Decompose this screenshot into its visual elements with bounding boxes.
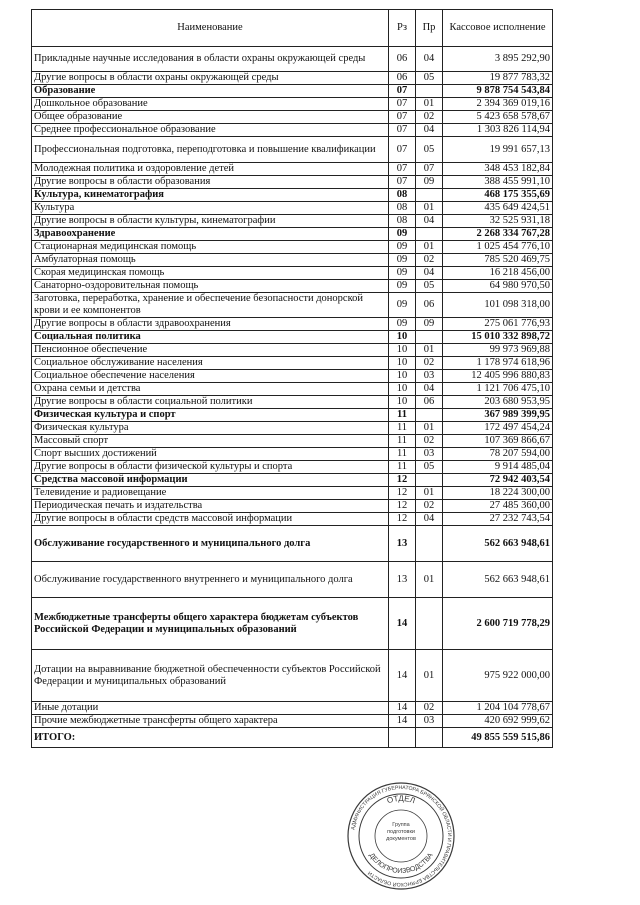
row-rz: 06	[389, 72, 416, 85]
stamp-center-text: Группа подготовки документов	[386, 822, 416, 842]
total-row	[32, 728, 553, 748]
row-pr: 03	[416, 370, 443, 383]
row-sum: 78 207 594,00	[443, 448, 553, 461]
row-name: Иные дотации	[32, 702, 389, 715]
table-row	[32, 176, 553, 189]
row-name: Скорая медицинская помощь	[32, 267, 389, 280]
row-pr: 01	[416, 562, 443, 598]
row-pr: 01	[416, 202, 443, 215]
row-pr	[416, 189, 443, 202]
row-sum: 2 394 369 019,16	[443, 98, 553, 111]
row-sum: 72 942 403,54	[443, 474, 553, 487]
row-rz: 10	[389, 357, 416, 370]
row-rz: 14	[389, 715, 416, 728]
table-row	[32, 702, 553, 715]
row-rz: 09	[389, 241, 416, 254]
row-pr: 01	[416, 344, 443, 357]
table-row	[32, 267, 553, 280]
row-sum: 1 204 104 778,67	[443, 702, 553, 715]
table-row	[32, 189, 553, 202]
row-pr: 09	[416, 318, 443, 331]
table-row	[32, 331, 553, 344]
row-sum: 18 224 300,00	[443, 487, 553, 500]
row-pr: 06	[416, 396, 443, 409]
header-pr: Пр	[416, 10, 443, 47]
row-sum: 99 973 969,88	[443, 344, 553, 357]
row-sum: 12 405 996 880,83	[443, 370, 553, 383]
row-name: Дотации на выравнивание бюджетной обеспеченности субъектов Российской Федерации и муниципальных образований	[32, 650, 389, 702]
row-pr: 04	[416, 47, 443, 72]
row-sum: 1 178 974 618,96	[443, 357, 553, 370]
table-row	[32, 461, 553, 474]
row-name: Заготовка, переработка, хранение и обеспечение безопасности донорской крови и ее компонентов	[32, 293, 389, 318]
row-rz: 12	[389, 474, 416, 487]
total-sum: 49 855 559 515,86	[443, 728, 553, 748]
row-name: Молодежная политика и оздоровление детей	[32, 163, 389, 176]
row-sum: 107 369 866,67	[443, 435, 553, 448]
row-rz: 09	[389, 318, 416, 331]
row-rz: 12	[389, 487, 416, 500]
row-pr	[416, 474, 443, 487]
table-body	[32, 47, 553, 728]
row-pr	[416, 85, 443, 98]
row-name: Среднее профессиональное образование	[32, 124, 389, 137]
row-rz: 10	[389, 383, 416, 396]
table-row	[32, 513, 553, 526]
table-row	[32, 526, 553, 562]
row-name: Стационарная медицинская помощь	[32, 241, 389, 254]
row-pr: 05	[416, 72, 443, 85]
row-sum: 172 497 454,24	[443, 422, 553, 435]
table-row	[32, 344, 553, 357]
table-row	[32, 72, 553, 85]
row-name: Обслуживание государственного и муниципального долга	[32, 526, 389, 562]
table-row	[32, 98, 553, 111]
row-pr: 05	[416, 280, 443, 293]
row-rz: 07	[389, 111, 416, 124]
row-sum: 435 649 424,51	[443, 202, 553, 215]
row-sum: 562 663 948,61	[443, 526, 553, 562]
row-sum: 19 991 657,13	[443, 137, 553, 163]
row-sum: 1 025 454 776,10	[443, 241, 553, 254]
row-rz: 08	[389, 215, 416, 228]
row-pr: 05	[416, 461, 443, 474]
row-rz: 07	[389, 137, 416, 163]
table-row	[32, 598, 553, 650]
total-label: ИТОГО:	[32, 728, 389, 748]
row-name: Массовый спорт	[32, 435, 389, 448]
row-name: Телевидение и радиовещание	[32, 487, 389, 500]
department-stamp	[346, 781, 456, 891]
row-rz: 11	[389, 422, 416, 435]
header-rz: Рз	[389, 10, 416, 47]
row-pr: 04	[416, 383, 443, 396]
row-name: Прикладные научные исследования в области охраны окружающей среды	[32, 47, 389, 72]
row-sum: 1 121 706 475,10	[443, 383, 553, 396]
row-sum: 27 232 743,54	[443, 513, 553, 526]
table-header-row	[32, 10, 553, 47]
row-rz: 11	[389, 448, 416, 461]
row-rz: 12	[389, 513, 416, 526]
row-rz: 10	[389, 344, 416, 357]
row-name: Обслуживание государственного внутреннего и муниципального долга	[32, 562, 389, 598]
table-row	[32, 85, 553, 98]
row-name: Культура	[32, 202, 389, 215]
row-name: Другие вопросы в области культуры, кинематографии	[32, 215, 389, 228]
row-sum: 9 878 754 543,84	[443, 85, 553, 98]
row-name: Пенсионное обеспечение	[32, 344, 389, 357]
row-rz: 13	[389, 526, 416, 562]
row-pr: 04	[416, 124, 443, 137]
row-sum: 2 268 334 767,28	[443, 228, 553, 241]
row-sum: 15 010 332 898,72	[443, 331, 553, 344]
row-pr: 01	[416, 422, 443, 435]
row-sum: 562 663 948,61	[443, 562, 553, 598]
row-sum: 32 525 931,18	[443, 215, 553, 228]
row-pr: 03	[416, 448, 443, 461]
row-rz: 14	[389, 598, 416, 650]
row-rz: 07	[389, 176, 416, 189]
row-pr: 02	[416, 254, 443, 267]
row-pr: 02	[416, 357, 443, 370]
table-row	[32, 448, 553, 461]
table-row	[32, 422, 553, 435]
row-rz: 09	[389, 293, 416, 318]
row-rz: 14	[389, 702, 416, 715]
table-row	[32, 370, 553, 383]
row-pr: 09	[416, 176, 443, 189]
table-row	[32, 435, 553, 448]
table-row	[32, 396, 553, 409]
row-name: Другие вопросы в области средств массовой информации	[32, 513, 389, 526]
row-sum: 203 680 953,95	[443, 396, 553, 409]
row-rz: 08	[389, 189, 416, 202]
header-name: Наименование	[32, 10, 389, 47]
row-rz: 09	[389, 228, 416, 241]
row-sum: 348 453 182,84	[443, 163, 553, 176]
table-row	[32, 163, 553, 176]
row-pr: 04	[416, 267, 443, 280]
row-rz: 10	[389, 396, 416, 409]
table-row	[32, 241, 553, 254]
row-pr: 06	[416, 293, 443, 318]
row-name: Физическая культура и спорт	[32, 409, 389, 422]
row-sum: 64 980 970,50	[443, 280, 553, 293]
row-rz: 07	[389, 85, 416, 98]
row-sum: 468 175 355,69	[443, 189, 553, 202]
row-name: Охрана семьи и детства	[32, 383, 389, 396]
table-row	[32, 474, 553, 487]
row-name: Здравоохранение	[32, 228, 389, 241]
row-rz: 11	[389, 461, 416, 474]
row-pr	[416, 228, 443, 241]
stamp-top-text: ОТДЕЛ	[385, 793, 417, 806]
row-pr: 03	[416, 715, 443, 728]
table-row	[32, 562, 553, 598]
table-row	[32, 500, 553, 513]
svg-text:ДЕЛОПРОИЗВОДСТВА	[367, 852, 434, 875]
row-rz: 11	[389, 409, 416, 422]
row-rz: 09	[389, 280, 416, 293]
row-name: Другие вопросы в области социальной политики	[32, 396, 389, 409]
row-sum: 16 218 456,00	[443, 267, 553, 280]
row-name: Социальное обеспечение населения	[32, 370, 389, 383]
row-rz: 10	[389, 331, 416, 344]
row-pr: 02	[416, 435, 443, 448]
row-rz: 10	[389, 370, 416, 383]
row-pr	[416, 409, 443, 422]
row-name: Амбулаторная помощь	[32, 254, 389, 267]
table-row	[32, 409, 553, 422]
row-rz: 09	[389, 254, 416, 267]
row-rz: 12	[389, 500, 416, 513]
table-row	[32, 650, 553, 702]
row-name: Общее образование	[32, 111, 389, 124]
budget-table	[31, 9, 553, 748]
row-pr	[416, 598, 443, 650]
table-row	[32, 715, 553, 728]
row-rz: 13	[389, 562, 416, 598]
table-row	[32, 293, 553, 318]
row-pr: 01	[416, 650, 443, 702]
row-rz: 09	[389, 267, 416, 280]
row-sum: 2 600 719 778,29	[443, 598, 553, 650]
row-pr: 05	[416, 137, 443, 163]
row-name: Прочие межбюджетные трансферты общего характера	[32, 715, 389, 728]
row-sum: 5 423 658 578,67	[443, 111, 553, 124]
row-sum: 420 692 999,62	[443, 715, 553, 728]
table-row	[32, 280, 553, 293]
row-rz: 11	[389, 435, 416, 448]
row-rz: 14	[389, 650, 416, 702]
row-pr: 04	[416, 513, 443, 526]
table-row	[32, 357, 553, 370]
row-pr: 01	[416, 98, 443, 111]
table-row	[32, 47, 553, 72]
stamp-outer-text: АДМИНИСТРАЦИЯ ГУБЕРНАТОРА БРЯНСКОЙ ОБЛАСТИ И ПРАВИТЕЛЬСТВА БРЯНСКОЙ ОБЛАСТИ	[350, 784, 453, 888]
table-row	[32, 111, 553, 124]
table-row	[32, 318, 553, 331]
row-pr: 02	[416, 702, 443, 715]
row-name: Образование	[32, 85, 389, 98]
stamp-seal	[346, 781, 456, 891]
row-sum: 785 520 469,75	[443, 254, 553, 267]
row-name: Социальная политика	[32, 331, 389, 344]
row-name: Спорт высших достижений	[32, 448, 389, 461]
row-sum: 388 455 991,10	[443, 176, 553, 189]
row-pr: 04	[416, 215, 443, 228]
row-name: Дошкольное образование	[32, 98, 389, 111]
row-pr	[416, 331, 443, 344]
row-sum: 3 895 292,90	[443, 47, 553, 72]
row-name: Другие вопросы в области образования	[32, 176, 389, 189]
row-pr: 02	[416, 111, 443, 124]
table-row	[32, 383, 553, 396]
row-name: Физическая культура	[32, 422, 389, 435]
row-name: Другие вопросы в области охраны окружающей среды	[32, 72, 389, 85]
stamp-arc-text: ДЕЛОПРОИЗВОДСТВА	[367, 852, 435, 876]
svg-text:ОТДЕЛ	[386, 794, 416, 805]
table-row	[32, 124, 553, 137]
row-sum: 367 989 399,95	[443, 409, 553, 422]
table-row	[32, 228, 553, 241]
row-sum: 101 098 318,00	[443, 293, 553, 318]
row-name: Профессиональная подготовка, переподготовка и повышение квалификации	[32, 137, 389, 163]
row-rz: 07	[389, 124, 416, 137]
header-sum: Кассовое исполнение	[443, 10, 553, 47]
row-sum: 975 922 000,00	[443, 650, 553, 702]
row-rz: 08	[389, 202, 416, 215]
table-row	[32, 254, 553, 267]
table-row	[32, 215, 553, 228]
row-name: Санаторно-оздоровительная помощь	[32, 280, 389, 293]
row-name: Периодическая печать и издательства	[32, 500, 389, 513]
row-name: Межбюджетные трансферты общего характера бюджетам субъектов Российской Федерации и муниципальных образований	[32, 598, 389, 650]
row-rz: 07	[389, 163, 416, 176]
row-sum: 27 485 360,00	[443, 500, 553, 513]
row-name: Средства массовой информации	[32, 474, 389, 487]
row-pr: 07	[416, 163, 443, 176]
row-sum: 9 914 485,04	[443, 461, 553, 474]
row-rz: 07	[389, 98, 416, 111]
row-pr: 02	[416, 500, 443, 513]
row-pr	[416, 526, 443, 562]
row-pr: 01	[416, 241, 443, 254]
row-name: Культура, кинематография	[32, 189, 389, 202]
table-row	[32, 487, 553, 500]
row-pr: 01	[416, 487, 443, 500]
row-name: Другие вопросы в области здравоохранения	[32, 318, 389, 331]
row-sum: 275 061 776,93	[443, 318, 553, 331]
row-name: Другие вопросы в области физической культуры и спорта	[32, 461, 389, 474]
row-name: Социальное обслуживание населения	[32, 357, 389, 370]
table-row	[32, 202, 553, 215]
row-sum: 1 303 826 114,94	[443, 124, 553, 137]
table-row	[32, 137, 553, 163]
row-sum: 19 877 783,32	[443, 72, 553, 85]
row-rz: 06	[389, 47, 416, 72]
